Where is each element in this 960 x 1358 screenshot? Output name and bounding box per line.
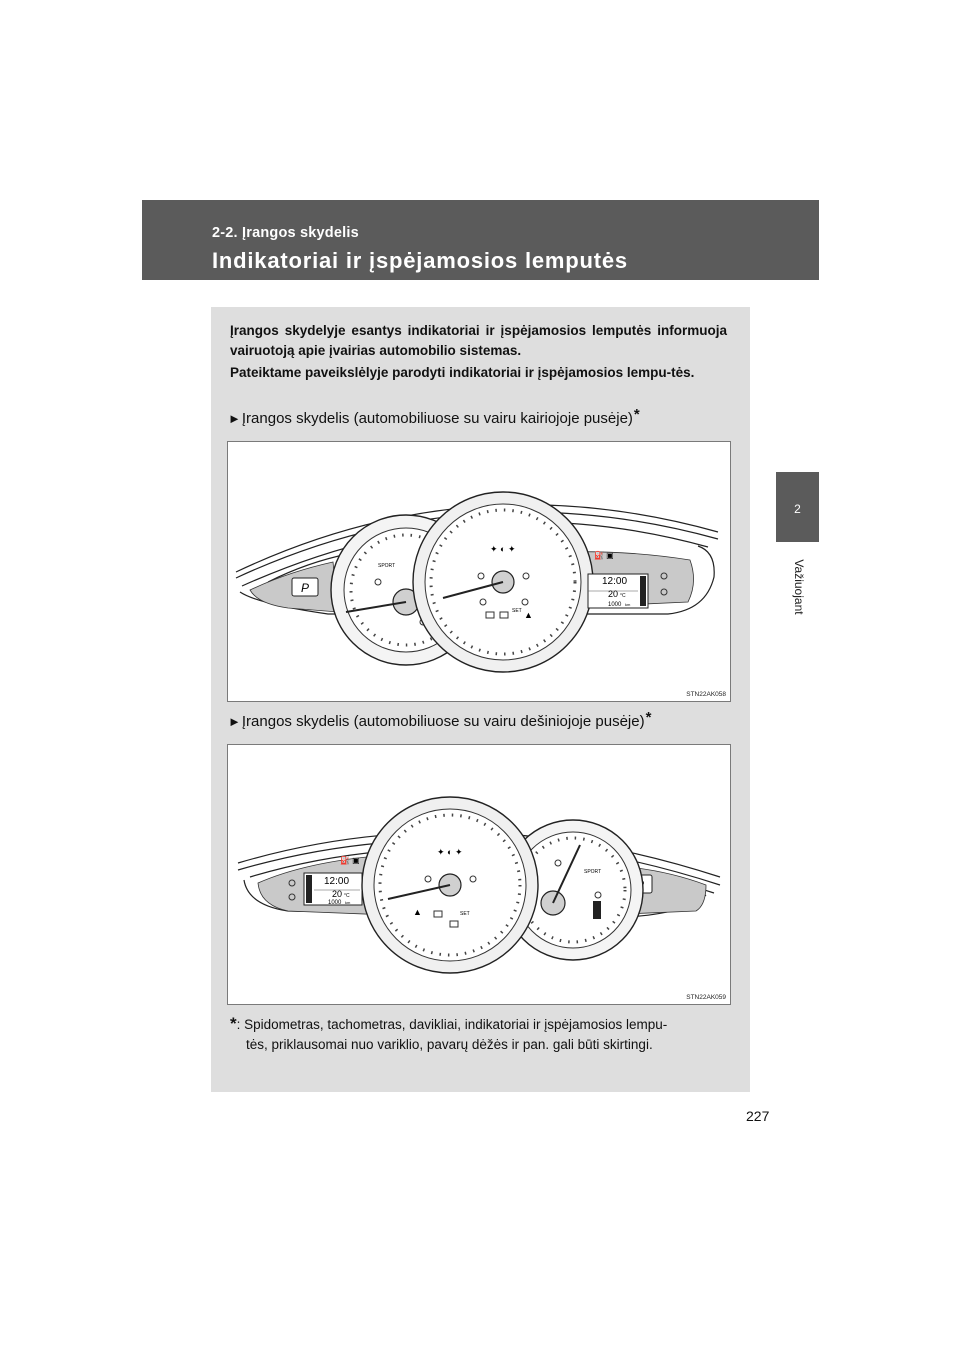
display-odo: 1000	[328, 900, 342, 906]
chapter-number: 2	[794, 502, 801, 516]
svg-text:▲: ▲	[413, 907, 422, 917]
figure-rhd	[227, 744, 731, 1005]
display-temp: 20	[608, 589, 619, 599]
display-clock: 12:00	[602, 576, 628, 587]
header-bar	[142, 200, 819, 280]
figure-code: STN22AK058	[686, 691, 726, 698]
content-panel	[211, 307, 750, 1092]
footnote-marker: *	[230, 1014, 237, 1033]
footnote-line-2: tės, priklausomai nuo variklio, pavarų dėžės ir pan. gali būti skirtingi.	[246, 1037, 653, 1052]
footnote-marker: *	[633, 406, 640, 423]
svg-text:✦ ◐ ✦: ✦ ◐ ✦	[437, 847, 463, 857]
triangle-bullet-icon: ►	[228, 714, 241, 729]
figure-code: STN22AK059	[686, 994, 726, 1001]
footnote	[230, 1014, 730, 1055]
chapter-tab	[776, 472, 819, 542]
instrument-cluster-rhd-illustration	[228, 745, 730, 1004]
triangle-bullet-icon: ►	[228, 411, 241, 426]
display-temp-unit: °C	[620, 593, 626, 599]
intro-paragraph-1: Įrangos skydelyje esantys indikatoriai ir įspėjamosios lemputės informuoja vairuotoją apie įvairias automobilio sistemas.	[230, 323, 727, 358]
display-clock: 12:00	[324, 876, 350, 887]
display-temp-unit: °C	[344, 893, 350, 899]
svg-text:✦ ◐ ✦: ✦ ◐ ✦	[490, 544, 516, 554]
chapter-label-text: Važiuojant	[792, 559, 806, 615]
figure-1-heading	[228, 406, 640, 429]
instrument-cluster-lhd-illustration	[228, 442, 730, 701]
display-temp: 20	[332, 889, 343, 899]
display-odo-unit: km	[625, 602, 631, 607]
svg-text:▲: ▲	[524, 610, 533, 620]
footnote-text-1: : Spidometras, tachometras, davikliai, indikatoriai ir įspėjamosios lempu-	[236, 1017, 668, 1032]
gear-p-indicator: P	[300, 581, 310, 595]
intro-paragraph-2: Pateiktame paveikslėlyje parodyti indikatoriai ir įspėjamosios lempu-tės.	[230, 365, 695, 380]
svg-text:SPORT: SPORT	[584, 869, 602, 875]
section-label: 2-2. Įrangos skydelis	[212, 225, 359, 241]
footnote-marker: *	[645, 709, 652, 726]
footnote-line-1	[230, 1014, 730, 1035]
svg-text:SPORT: SPORT	[378, 563, 396, 569]
svg-text:SET: SET	[460, 911, 470, 917]
display-odo-unit: km	[345, 900, 351, 905]
svg-text:SET: SET	[512, 608, 522, 614]
display-odo: 1000	[608, 602, 622, 608]
figure-2-heading	[228, 709, 652, 732]
figure-2-heading-text: Įrangos skydelis (automobiliuose su vairu dešiniojoje pusėje)	[241, 713, 645, 730]
figure-1-heading-text: Įrangos skydelis (automobiliuose su vairu kairiojoje pusėje)	[241, 410, 633, 427]
figure-lhd	[227, 441, 731, 702]
page-title: Indikatoriai ir įspėjamosios lemputės	[212, 248, 628, 273]
page-number: 227	[746, 1108, 770, 1124]
svg-text:⛽ ▣: ⛽ ▣	[594, 551, 614, 560]
svg-text:⛽ ▣: ⛽ ▣	[340, 856, 360, 865]
chapter-label	[789, 542, 809, 632]
